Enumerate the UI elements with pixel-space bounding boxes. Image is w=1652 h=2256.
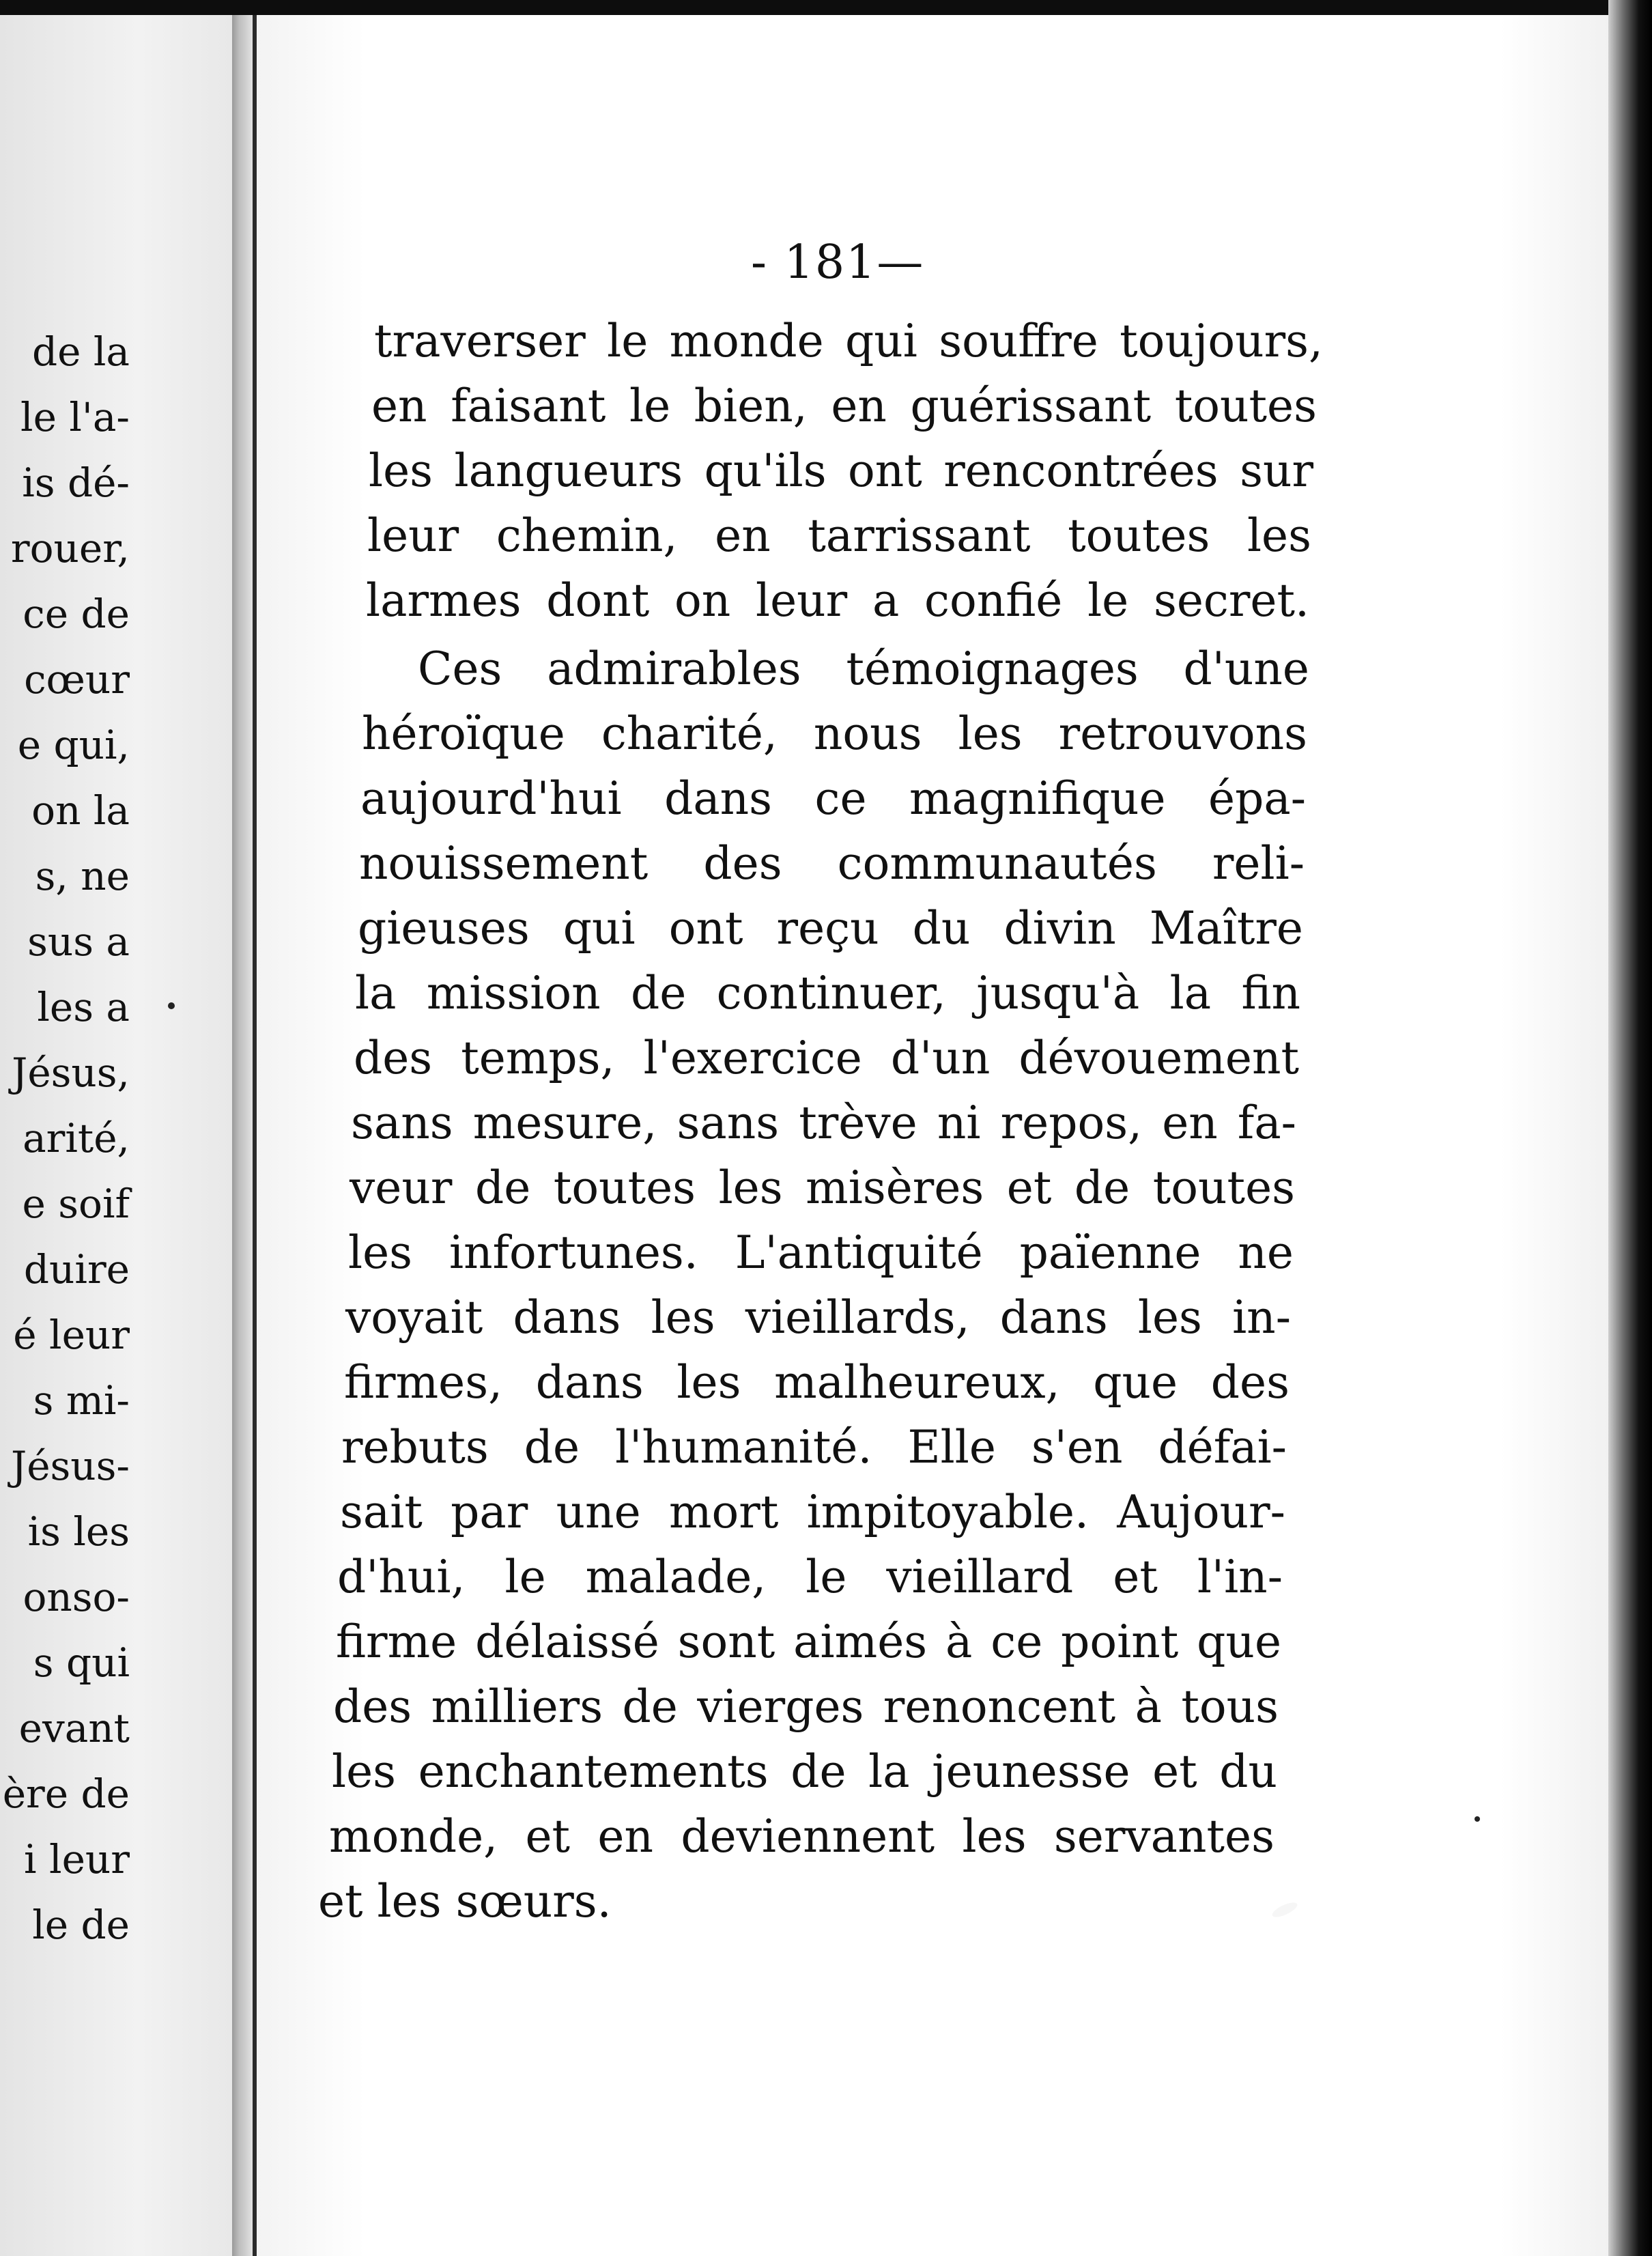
body-line: les infortunes. L'antiquité païenne ne	[348, 1226, 1294, 1279]
body-line: et les sœurs.	[318, 1875, 612, 1928]
left-page-line: ère de	[2, 1771, 130, 1817]
left-page-line: le de	[32, 1902, 130, 1948]
left-page-line: is les	[27, 1508, 130, 1555]
body-line: les enchantements de la jeunesse et du	[332, 1745, 1277, 1798]
left-page-line: Jésus-	[10, 1443, 130, 1489]
body-line: rebuts de l'humanité. Elle s'en défai-	[341, 1421, 1287, 1474]
page-number: - 181—	[751, 236, 925, 290]
left-page-line: e soif	[22, 1181, 130, 1227]
body-line: des temps, l'exercice d'un dévouement	[354, 1032, 1299, 1084]
body-line: firme délaissé sont aimés à ce point que	[336, 1616, 1281, 1668]
left-page-line: is dé-	[22, 460, 130, 506]
left-page-line: arité,	[23, 1115, 130, 1161]
body-line: héroïque charité, nous les retrouvons	[362, 707, 1307, 760]
body-line: Ces admirables témoignages d'une	[418, 643, 1309, 695]
body-line: en faisant le bien, en guérissant toutes	[371, 380, 1317, 432]
left-page-line: duire	[23, 1246, 130, 1293]
left-page-line: s qui	[33, 1639, 130, 1686]
body-line: firmes, dans les malheureux, que des	[344, 1356, 1290, 1409]
left-page-line: i leur	[24, 1836, 130, 1883]
body-line: des milliers de vierges renoncent à tous	[333, 1680, 1279, 1733]
body-line: aujourd'hui dans ce magnifique épa-	[360, 772, 1306, 825]
body-line: veur de toutes les misères et de toutes	[350, 1161, 1295, 1214]
left-page-line: les a	[37, 984, 130, 1030]
body-line: gieuses qui ont reçu du divin Maître	[358, 902, 1303, 955]
left-page-line: cœur	[24, 656, 130, 703]
body-line: nouissement des communautés reli-	[359, 837, 1305, 890]
body-line: sans mesure, sans trève ni repos, en fa-	[351, 1097, 1296, 1149]
body-line: d'hui, le malade, le vieillard et l'in-	[337, 1551, 1283, 1603]
body-line: les langueurs qu'ils ont rencontrées sur	[369, 445, 1313, 497]
body-line: sait par une mort impitoyable. Aujour-	[340, 1486, 1285, 1538]
left-page-line: le l'a-	[20, 394, 130, 440]
left-page-line: onso-	[23, 1574, 130, 1620]
scan-speck	[1475, 1816, 1480, 1822]
left-page-line: sus a	[27, 918, 130, 965]
body-line: la mission de continuer, jusqu'à la fin	[355, 967, 1300, 1019]
body-line: traverser le monde qui souffre toujours,	[374, 315, 1323, 367]
left-page-line: Jésus,	[12, 1049, 130, 1096]
left-page-line: rouer,	[10, 525, 130, 572]
body-line: leur chemin, en tarrissant toutes les	[367, 509, 1311, 562]
left-page-line: s, ne	[35, 853, 130, 899]
left-page-line: e qui,	[17, 722, 130, 768]
left-page-line: s mi-	[33, 1377, 130, 1424]
body-line: voyait dans les vieillards, dans les in-	[345, 1291, 1291, 1344]
left-page-line: evant	[18, 1705, 130, 1751]
left-page-line: de la	[31, 328, 130, 375]
body-line: larmes dont on leur a confié le secret.	[366, 574, 1309, 627]
left-page-line: ce de	[23, 591, 130, 637]
body-line: monde, et en deviennent les servantes	[329, 1810, 1274, 1863]
left-page-line: é leur	[13, 1312, 130, 1358]
left-page-line: on la	[31, 787, 130, 834]
scan-speck	[168, 1002, 175, 1009]
